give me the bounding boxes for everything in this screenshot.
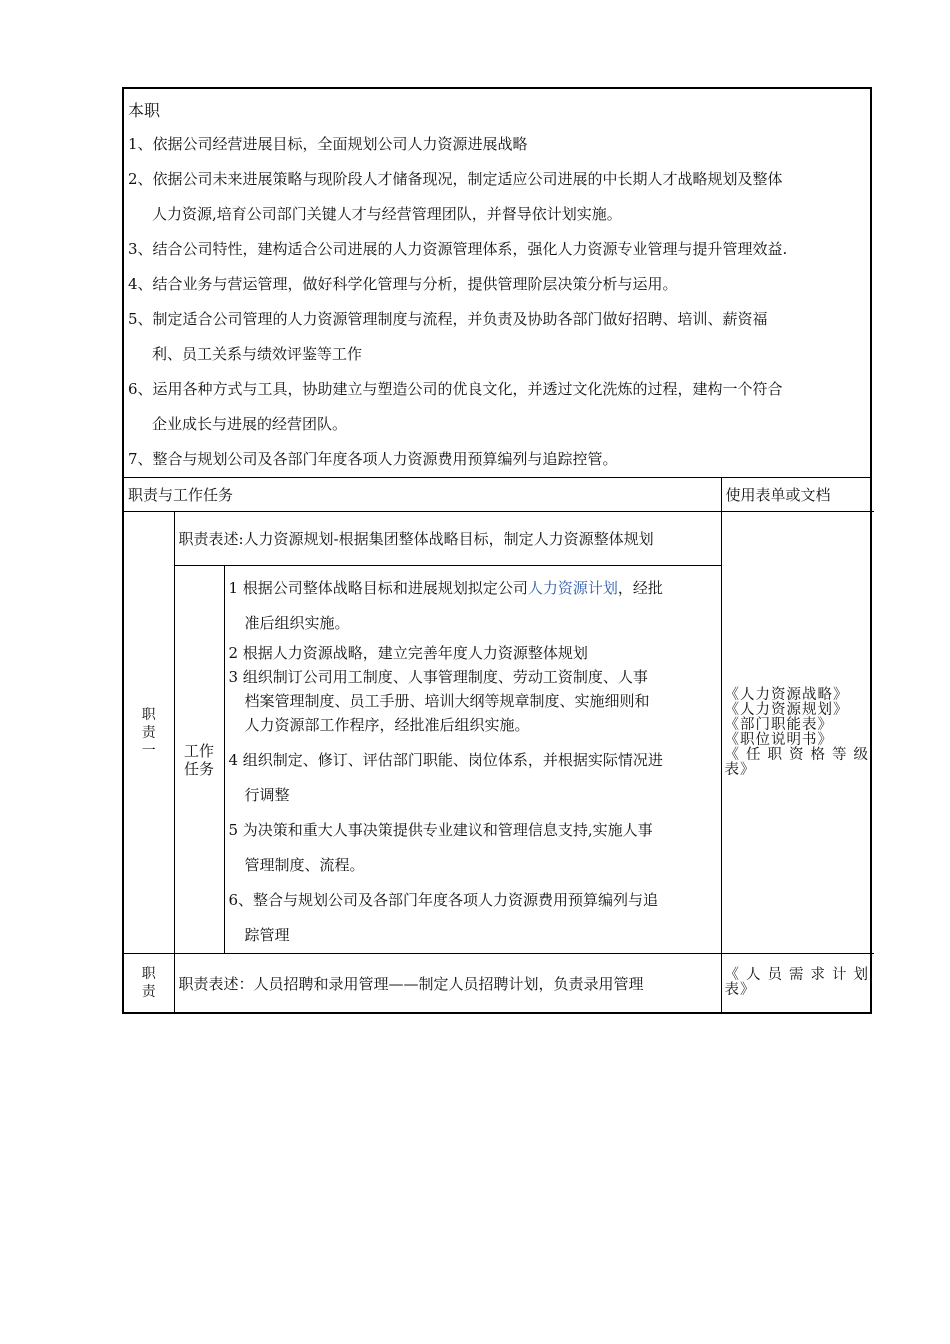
responsibility-table [124,478,874,1012]
duty-item: 4、结合业务与营运管理，做好科学化管理与分析，提供管理阶层决策分析与运用。 [128,275,678,293]
task-item-continued: 管理制度、流程。 [244,856,365,874]
hr-plan-link[interactable]: 人力资源计划 [527,579,618,597]
header-responsibilities: 职责与工作任务 [124,478,721,512]
form-item: 表》 [724,982,756,998]
forms-list [721,954,874,1013]
task-item-continued: 准后组织实施。 [244,614,350,632]
duty-item: 7、整合与规划公司及各部门年度各项人力资源费用预算编列与追踪控管。 [128,450,618,468]
duty-list [128,127,864,477]
task-item-continued: 档案管理制度、员工手册、培训大纲等规章制度、实施细则和 [244,692,650,710]
header-forms-documents: 使用表单或文档 [721,478,874,512]
responsibility-description: 职责表述:人力资源规划-根据集团整体战略目标，制定人力资源整体规划 [174,512,721,566]
task-item: 3 组织制订公司用工制度、人事管理制度、劳动工资制度、人事 [228,668,648,686]
duty-item: 6、运用各种方式与工具，协助建立与塑造公司的优良文化，并透过文化洗炼的过程，建构一个符合 [128,380,783,398]
form-item: 《任职资格等级 [724,746,876,763]
duty-item: 3、结合公司特性，建构适合公司进展的人力资源管理体系，强化人力资源专业管理与提升管理效益. [128,240,788,258]
duty-item: 2、依据公司未来进展策略与现阶段人才储备现况，制定适应公司进展的中长期人才战略规划及整体 [128,170,783,188]
task-item-continued: 行调整 [244,786,290,804]
section-title: 本职 [128,101,161,120]
core-duties-section [124,89,870,478]
form-item: 《职位说明书》 [724,731,834,748]
task-item: 5 为决策和重大人事决策提供专业建议和管理信息支持,实施人事 [228,821,653,839]
responsibility-description: 职责表述：人员招聘和录用管理——制定人员招聘计划，负责录用管理 [174,954,721,1013]
task-item: 2 根据人力资源战略，建立完善年度人力资源整体规划 [228,644,588,662]
form-item: 表》 [724,761,756,778]
responsibility-label: 职 责 [124,954,174,1013]
form-item: 《人力资源规划》 [724,701,849,718]
work-task-list [224,566,721,954]
responsibility-label: 职 责 一 [124,512,174,954]
duty-item-continued: 利、员工关系与绩效评鉴等工作 [152,345,363,363]
form-item: 《部门职能表》 [724,716,834,733]
form-item: 《人力资源战略》 [724,686,849,703]
task-item-continued: 人力资源部工作程序，经批准后组织实施。 [244,716,530,734]
duty-item-continued: 人力资源,培育公司部门关键人才与经营管理团队，并督导依计划实施。 [152,205,622,223]
table-row [124,954,874,1013]
duty-item: 1、依据公司经营进展目标，全面规划公司人力资源进展战略 [128,135,528,153]
duty-item-continued: 企业成长与进展的经营团队。 [152,415,348,433]
job-description-document [122,87,876,1014]
task-item: 4 组织制定、修订、评估部门职能、岗位体系，并根据实际情况进 [228,751,663,769]
task-item: 6、整合与规划公司及各部门年度各项人力资源费用预算编列与追 [228,891,659,909]
duty-item: 5、制定适合公司管理的人力资源管理制度与流程，并负责及协助各部门做好招聘、培训、薪资福 [128,310,768,328]
task-item: 1 根据公司整体战略目标和进展规划拟定公司人力资源计划，经批 [228,579,663,597]
table-header-row [124,478,874,512]
task-item-continued: 踪管理 [244,926,290,944]
table-row [124,512,874,566]
forms-list [721,512,874,954]
form-item: 《人员需求计划 [724,967,876,983]
work-task-label: 工作 任务 [174,566,224,954]
